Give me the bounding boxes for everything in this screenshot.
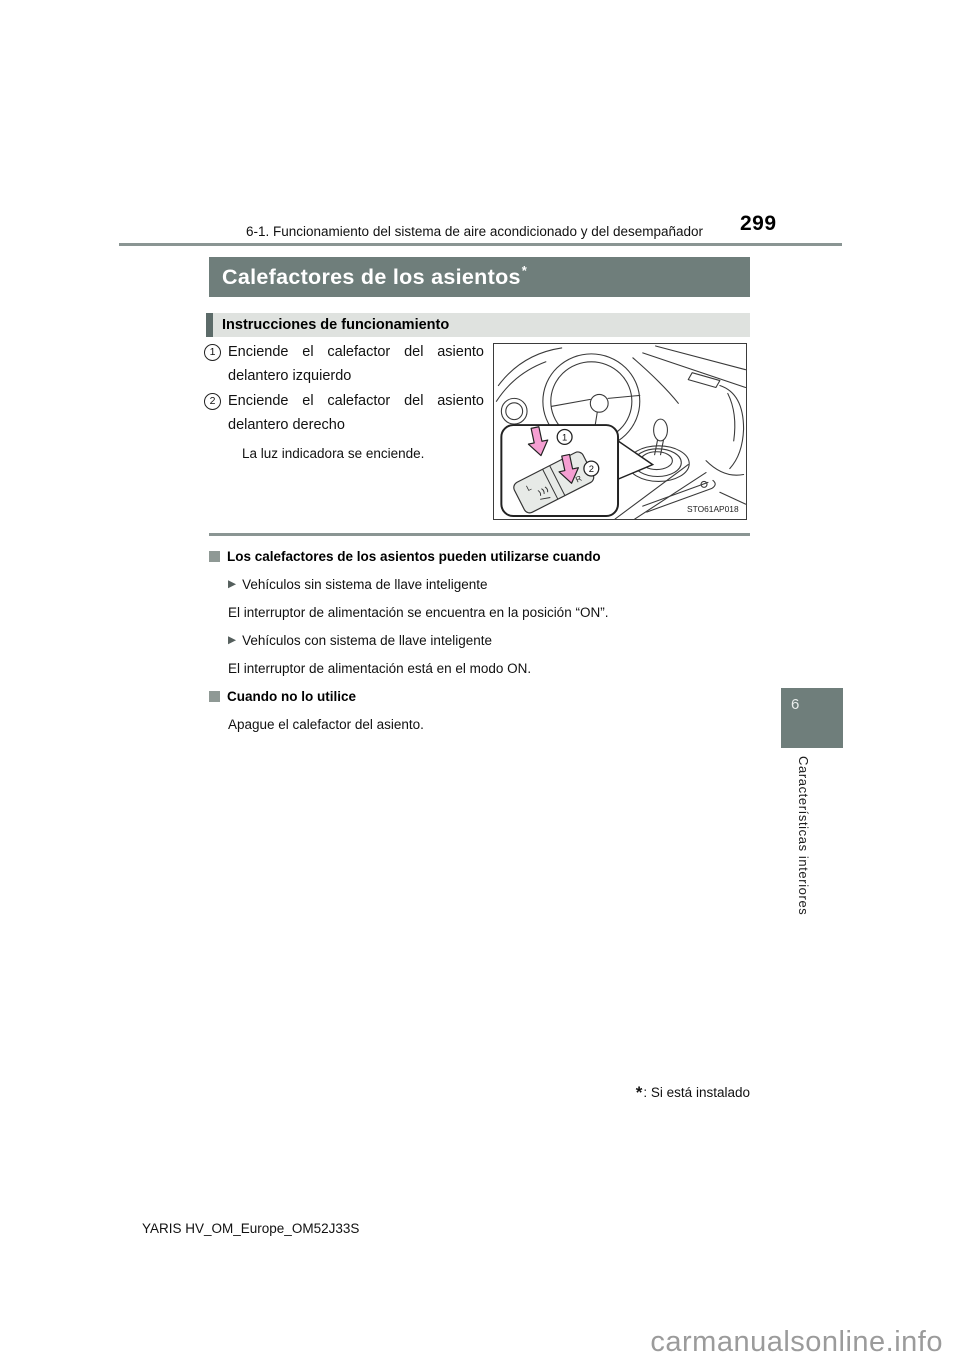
- left-switch-label: L: [524, 482, 533, 493]
- car-interior-line-art: [494, 344, 746, 519]
- step-text: Enciende el calefactor del asiento delantero derecho: [228, 393, 484, 433]
- triangle-bullet-icon: ▶: [228, 634, 237, 646]
- chapter-vertical-title: Características interiores: [796, 756, 811, 916]
- section-heading: Instrucciones de funcionamiento: [222, 317, 450, 333]
- running-header: 6-1. Funcionamiento del sistema de aire acondicionado y del desempañador: [246, 224, 704, 239]
- dashboard-illustration: [493, 343, 747, 520]
- header-rule: [119, 243, 842, 246]
- notes-list: [209, 548, 754, 744]
- figure-code: STO61AP018: [687, 504, 739, 515]
- chapter-tab-number: 6: [791, 696, 800, 713]
- step-number-circle: 2: [204, 393, 221, 410]
- callout-number-1: 1: [562, 431, 568, 443]
- step-text: Enciende el calefactor del asiento delantero izquierdo: [228, 344, 484, 384]
- section-heading-bar: [206, 313, 750, 337]
- chapter-tab: [781, 688, 843, 748]
- step-note: La luz indicadora se enciende.: [242, 446, 425, 461]
- note-body: El interruptor de alimentación se encuentra en la posición “ON”.: [228, 605, 609, 620]
- triangle-bullet-icon: ▶: [228, 578, 237, 590]
- footnote-asterisk: *: [635, 1083, 643, 1102]
- callout-number-2: 2: [588, 463, 594, 475]
- steps-list: [204, 341, 484, 461]
- note-body: El interruptor de alimentación está en el modo ON.: [228, 661, 532, 676]
- note-sub-item: ▶ Vehículos sin sistema de llave inteligente: [228, 577, 488, 592]
- title-asterisk: *: [521, 262, 527, 278]
- note-heading: Los calefactores de los asientos pueden utilizarse cuando: [209, 548, 754, 565]
- callout-inset: [501, 425, 652, 516]
- footnote: [209, 1082, 750, 1102]
- step-item-2: [204, 390, 484, 437]
- section-accent-bar: [206, 313, 213, 337]
- page-number: 299: [740, 212, 777, 235]
- note-sub-item: ▶ Vehículos con sistema de llave inteligente: [228, 633, 492, 648]
- square-bullet-icon: [209, 691, 220, 702]
- square-bullet-icon: [209, 551, 220, 562]
- chapter-title: Calefactores de los asientos: [222, 264, 521, 289]
- separator-rule: [209, 533, 750, 536]
- document-code: YARIS HV_OM_Europe_OM52J33S: [142, 1221, 360, 1236]
- note-body: Apague el calefactor del asiento.: [228, 717, 424, 732]
- chapter-title-banner: [209, 257, 750, 297]
- right-switch-label: R: [574, 473, 584, 485]
- note-heading: Cuando no lo utilice: [209, 688, 754, 705]
- step-item-1: [204, 341, 484, 388]
- footnote-text: : Si está instalado: [643, 1085, 750, 1100]
- watermark: carmanualsonline.info: [650, 1326, 943, 1358]
- step-number-circle: 1: [204, 344, 221, 361]
